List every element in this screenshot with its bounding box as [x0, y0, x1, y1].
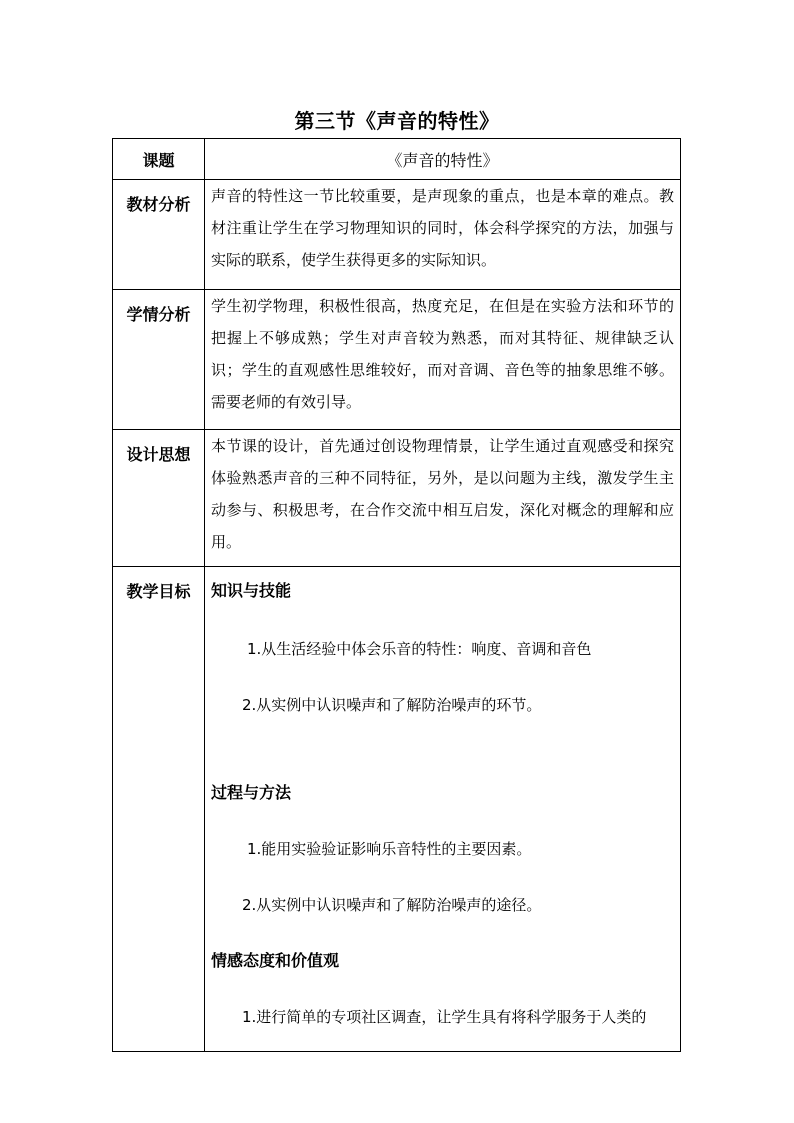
- teaching-goals-row: [113, 567, 681, 1052]
- teaching-goals-label: 教学目标: [113, 567, 205, 1052]
- student-analysis-row: [113, 290, 681, 430]
- topic-row: [113, 139, 681, 180]
- topic-label: 课题: [113, 139, 205, 180]
- textbook-analysis-row: [113, 180, 681, 290]
- goal-item: 2.从实例中认识噪声和了解防治噪声的途径。: [242, 896, 542, 914]
- design-idea-label: 设计思想: [113, 430, 205, 567]
- goals-heading-knowledge: 知识与技能: [211, 581, 292, 600]
- design-idea-text: 本节课的设计，首先通过创设物理情景，让学生通过直观感受和探究体验熟悉声音的三种不同特征，另外，是以问题为主线，激发学生主动参与、积极思考，在合作交流中相互启发，深化对概念的理解和应用。: [211, 437, 674, 551]
- goals-heading-attitude: 情感态度和价值观: [211, 951, 340, 970]
- student-analysis-text: 学生初学物理，积极性很高，热度充足，在但是在实验方法和环节的把握上不够成熟；学生对声音较为熟悉，而对其特征、规律缺乏认识；学生的直观感性思维较好，而对音调、音色等的抽象思维不够。需要老师的有效引导。: [211, 297, 674, 411]
- textbook-analysis-label: 教材分析: [113, 180, 205, 290]
- goal-item: 1.能用实验验证影响乐音特性的主要因素。: [247, 840, 532, 858]
- goal-item: 2.从实例中认识噪声和了解防治噪声的环节。: [242, 696, 542, 714]
- goal-item: 1.进行简单的专项社区调查，让学生具有将科学服务于人类的: [242, 1008, 647, 1026]
- design-idea-row: [113, 430, 681, 567]
- goal-item: 1.从生活经验中体会乐音的特性：响度、音调和音色: [247, 640, 592, 658]
- lesson-plan-table: [112, 138, 681, 1052]
- textbook-analysis-text: 声音的特性这一节比较重要，是声现象的重点，也是本章的难点。教材注重让学生在学习物理知识的同时，体会科学探究的方法，加强与实际的联系，使学生获得更多的实际知识。: [211, 187, 674, 269]
- student-analysis-label: 学情分析: [113, 290, 205, 430]
- goals-heading-process: 过程与方法: [211, 783, 292, 802]
- topic-value: 《声音的特性》: [205, 139, 681, 180]
- document-title: 第三节《声音的特性》: [294, 109, 500, 133]
